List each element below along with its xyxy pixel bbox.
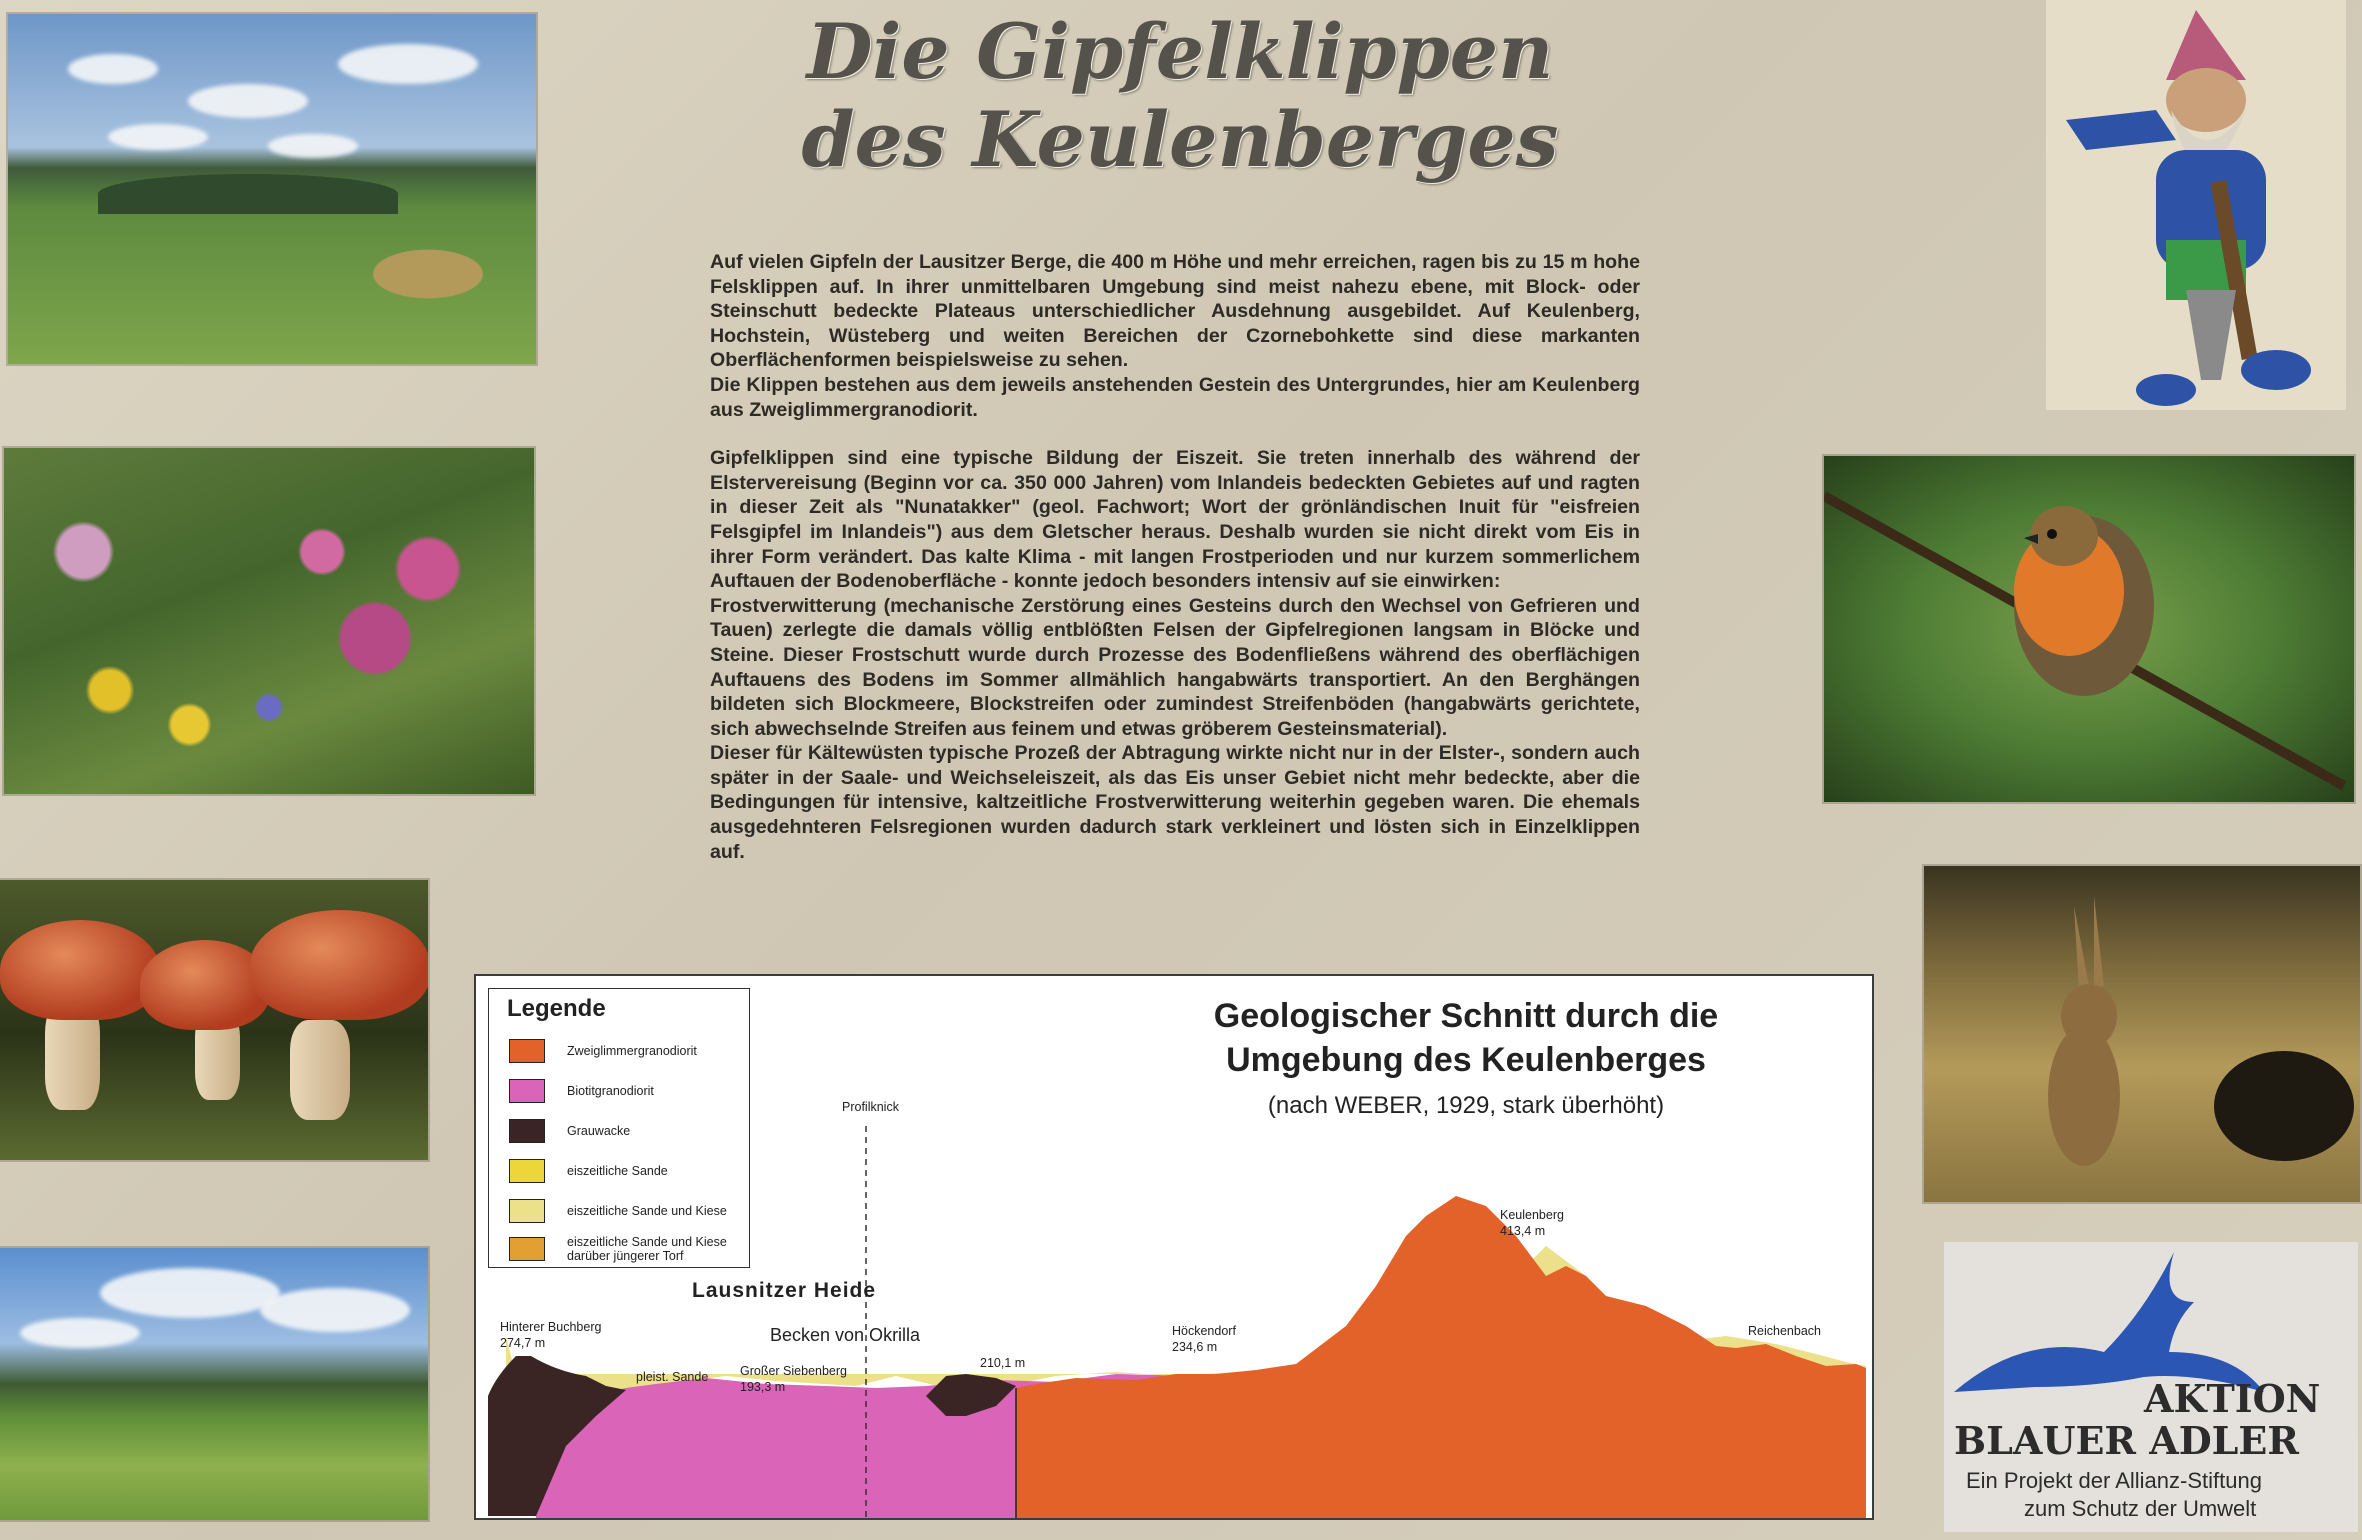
cross-section-drawing xyxy=(476,976,1872,1518)
gnome-illustration xyxy=(2046,0,2346,410)
legend-label: eiszeitliche Sande und Kiese xyxy=(567,1204,727,1218)
legend-label: eiszeitliche Sande xyxy=(567,1164,668,1178)
body-text xyxy=(710,250,1640,864)
board-title-line1: Die Gipfelklippen xyxy=(806,7,1554,96)
robin-photo xyxy=(1824,456,2354,802)
keulenberg-label: Keulenberg xyxy=(1500,1208,1564,1222)
body-paragraph: Gipfelklippen sind eine typische Bildung der Eiszeit. Sie treten innerhalb des während der Elstervereisung (Beginn vor ca. 350 000 Jahren) vom Inlandeis bedeckten Gebietes auf und ragten in dieser Zeit als "Nunatakker" (geol. Fachwort; Wort der grönländischen Inuit für "eisfreien Felsgipfel im Inlandeis") aus dem Gletscher heraus. Deshalb wurden sie nicht direkt vom Eis in ihrer Form verändert. Das kalte Klima - mit langen Frostperioden und nur kurzem sommerlichem Auftauen der Bodenoberfläche - konnte jedoch besonders intensiv auf sie einwirken: xyxy=(710,447,1640,593)
landscape-photo xyxy=(0,1248,428,1520)
aktion-blauer-adler-logo xyxy=(1944,1242,2358,1532)
zweiglimmergranodiorit-layer xyxy=(1016,1196,1866,1518)
hinterer-buchberg-height: 274,7 m xyxy=(500,1336,546,1350)
reichenbach-label: Reichenbach xyxy=(1748,1324,1821,1338)
keulenberg-height: 413,4 m xyxy=(1500,1224,1546,1238)
profilknick-label: Profilknick xyxy=(842,1100,899,1114)
board-title xyxy=(780,8,1580,184)
meadow-photo xyxy=(8,14,536,364)
logo-line2: BLAUER ADLER xyxy=(1954,1418,2299,1463)
body-paragraph: Frostverwitterung (mechanische Zerstörung eines Gesteins durch den Wechsel von Gefrieren und Tauen) zerlegte die damals völlig entblößten Felsen der Gipfelregionen langsam in Blöcke und Steine. Dieser Frostschutt wurde durch Prozesse des Bodenfließens während des oberflächigen Auftauens des Bodens im Sommer allmählich hangabwärts transportiert. An den Berghängen bildeten sich Blockmeere, Blockstreifen oder zumindest Streifenböden (hangabwärts gerichtete, sich abwechselnde Streifen aus feinem und etwas gröberem Gesteinsmaterial). xyxy=(710,594,1640,740)
logo-line1: AKTION xyxy=(2144,1376,2321,1421)
geology-title-line2: Umgebung des Keulenberges xyxy=(1226,1041,1706,1079)
geological-section-panel xyxy=(474,974,1874,1520)
legend-label: Zweiglimmergranodiorit xyxy=(567,1044,697,1058)
board-title-line2: des Keulenberges xyxy=(801,95,1559,184)
geology-title-line1: Geologischer Schnitt durch die xyxy=(1213,997,1719,1035)
logo-line4: zum Schutz der Umwelt xyxy=(2024,1496,2257,1521)
eagle-icon xyxy=(1944,1242,2358,1392)
legend-label: eiszeitliche Sande und Kiese darüber jüngerer Torf xyxy=(567,1235,727,1263)
geology-subtitle: (nach WEBER, 1929, stark überhöht) xyxy=(1267,1092,1665,1119)
body-paragraph: Die Klippen bestehen aus dem jeweils anstehenden Gestein des Untergrundes, hier am Keulenberg aus Zweiglimmergranodiorit. xyxy=(710,373,1640,421)
hare-photo xyxy=(1924,866,2360,1202)
legend-label: Biotitgranodiorit xyxy=(567,1084,654,1098)
body-paragraph: Dieser für Kältewüsten typische Prozeß der Abtragung wirkte nicht nur in der Elster-, sondern auch später in der Saale- und Weichseleiszeit, als das Eis unser Gebiet nicht mehr bedeckte, aber die Bedingungen für intensive, kaltzeitliche Frostverwitterung weiterhin gegeben waren. Die ehemals ausgedehnteren Felsregionen wurden dadurch stark verkleinert und lösten sich in Einzelklippen auf. xyxy=(710,742,1640,863)
legend-title: Legende xyxy=(507,995,606,1022)
height-210-label: 210,1 m xyxy=(980,1356,1026,1370)
legend-label: Grauwacke xyxy=(567,1124,631,1138)
pleist-sande-label: pleist. Sande xyxy=(636,1370,709,1384)
gnome-icon xyxy=(2046,0,2346,410)
lausnitzer-heide-label: Lausnitzer Heide xyxy=(692,1279,877,1302)
wildflowers-photo xyxy=(4,448,534,794)
grosser-siebenberg-label: Großer Siebenberg xyxy=(740,1364,848,1378)
logo-line3: Ein Projekt der Allianz-Stiftung xyxy=(1966,1468,2262,1493)
mushrooms-photo xyxy=(0,880,428,1160)
hinterer-buchberg-label: Hinterer Buchberg xyxy=(500,1320,602,1334)
becken-von-okrilla-label: Becken von Okrilla xyxy=(770,1325,921,1345)
hoeckendorf-label: Höckendorf xyxy=(1172,1324,1236,1338)
grosser-siebenberg-height: 193,3 m xyxy=(740,1380,786,1394)
body-paragraph: Auf vielen Gipfeln der Lausitzer Berge, die 400 m Höhe und mehr erreichen, ragen bis zu 15 m hohe Felsklippen auf. In ihrer unmittelbaren Umgebung sind meist nahezu ebene, mit Block- oder Steinschutt bedeckte Plateaus unterschiedlicher Ausdehnung ausgebildet. Auf Keulenberg, Hochstein, Wüsteberg und weiten Bereichen der Czornebohkette sind diese markanten Oberflächenformen beispielsweise zu sehen. xyxy=(710,251,1640,372)
hoeckendorf-height: 234,6 m xyxy=(1172,1340,1218,1354)
